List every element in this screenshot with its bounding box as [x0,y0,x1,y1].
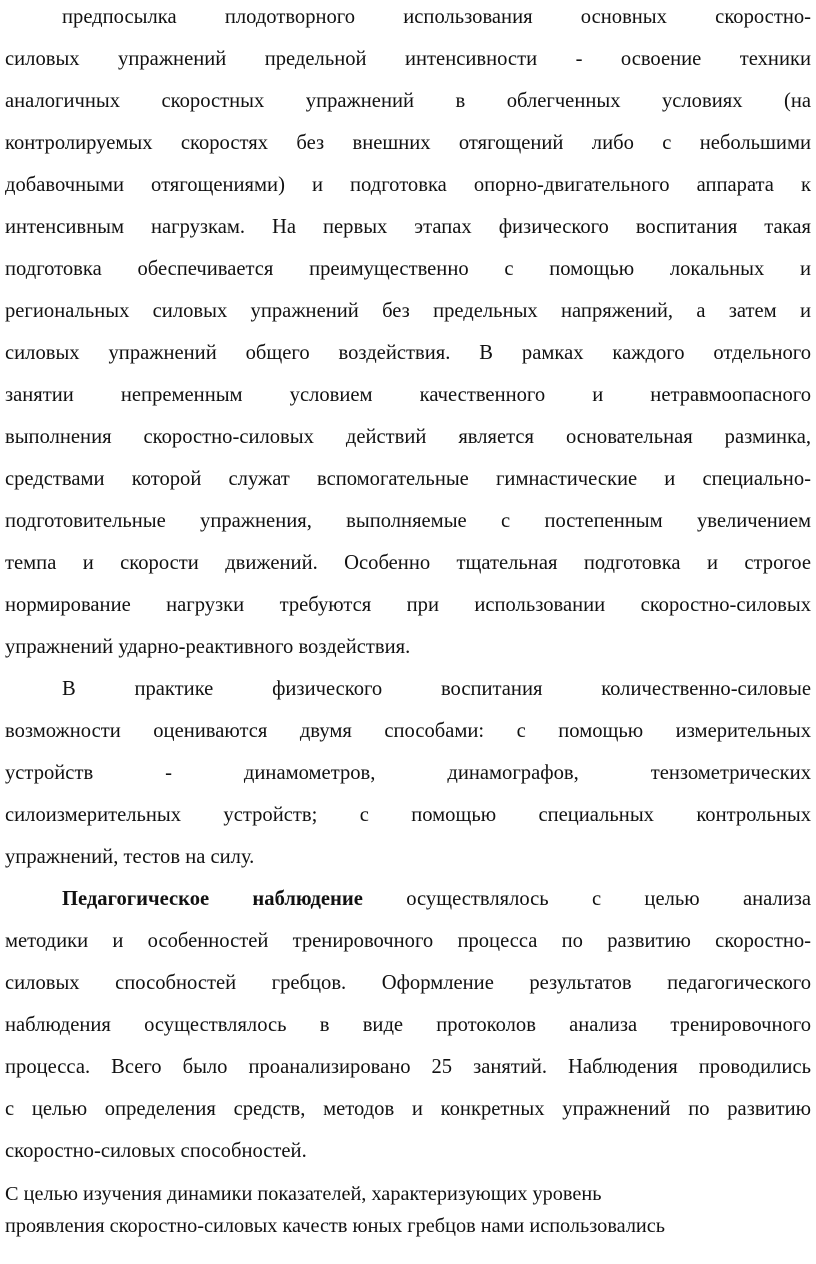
text-line: возможности оцениваются двумя способами: с помощью измерительных [5,720,811,742]
text-line: подготовительные упражнения, выполняемые с постепенным увеличением [5,510,811,532]
text-line: с целью определения средств, методов и конкретных упражнений по развитию [5,1098,811,1120]
text-line: В практике физического воспитания количественно-силовые [62,678,811,700]
text-line: нормирование нагрузки требуются при использовании скоростно-силовых [5,594,811,616]
text-line: занятии непременным условием качественного и нетравмоопасного [5,384,811,406]
text-line: силоизмерительных устройств; с помощью специальных контрольных [5,804,811,826]
text-line: С целью изучения динамики показателей, характеризующих уровень [5,1183,602,1205]
text-line: предпосылка плодотворного использования основных скоростно- [62,6,811,28]
text-line: методики и особенностей тренировочного процесса по развитию скоростно- [5,930,811,952]
text-line: региональных силовых упражнений без предельных напряжений, а затем и [5,300,811,322]
text-line: силовых способностей гребцов. Оформление результатов педагогического [5,972,811,994]
text-run: осуществлялось с целью анализа [362,888,812,910]
text-line: упражнений, тестов на силу. [5,846,255,868]
text-line: подготовка обеспечивается преимущественно с помощью локальных и [5,258,811,280]
text-line: интенсивным нагрузкам. На первых этапах физического воспитания такая [5,216,811,238]
text-line: добавочными отягощениями) и подготовка опорно-двигательного аппарата к [5,174,811,196]
text-line: проявления скоростно-силовых качеств юных гребцов нами использовались [5,1215,666,1237]
text-line: темпа и скорости движений. Особенно тщательная подготовка и строгое [5,552,811,574]
text-line: упражнений ударно-реактивного воздействия. [5,636,411,658]
text-line: выполнения скоростно-силовых действий является основательная разминка, [5,426,811,448]
text-line: процесса. Всего было проанализировано 25 занятий. Наблюдения проводились [5,1056,811,1078]
text-line: силовых упражнений предельной интенсивности - освоение техники [5,48,811,70]
text-line: наблюдения осуществлялось в виде протоколов анализа тренировочного [5,1014,811,1036]
text-line [62,886,811,912]
text-line: контролируемых скоростях без внешних отягощений либо с небольшими [5,132,811,154]
text-line: средствами которой служат вспомогательные гимнастические и специально- [5,468,811,490]
text-line: силовых упражнений общего воздействия. В рамках каждого отдельного [5,342,811,364]
bold-term: Педагогическое наблюдение [62,888,363,910]
text-line: устройств - динамометров, динамографов, тензометрических [5,762,811,784]
text-line: аналогичных скоростных упражнений в облегченных условиях (на [5,90,811,112]
text-line: скоростно-силовых способностей. [5,1140,307,1162]
